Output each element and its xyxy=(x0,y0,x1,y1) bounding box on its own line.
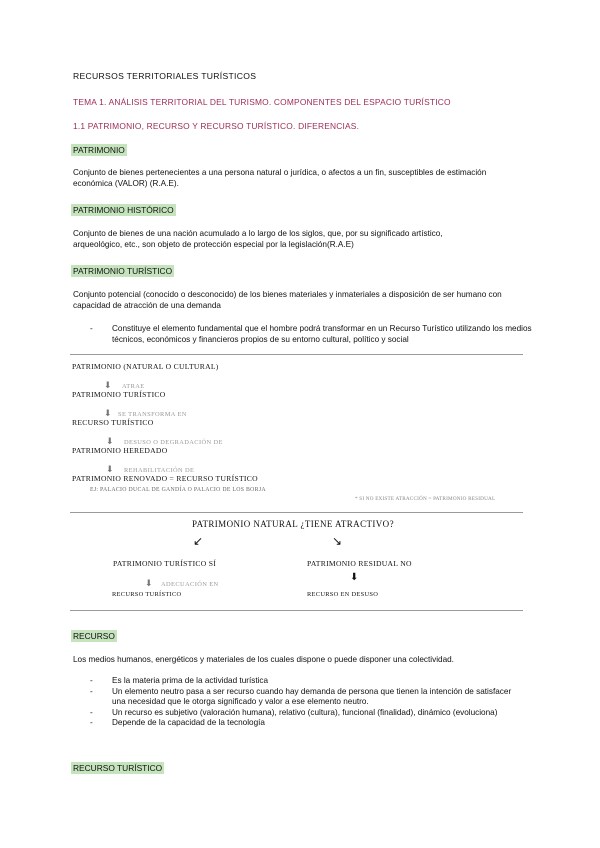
patrimonio-turistico-tag: PATRIMONIO TURÍSTICO xyxy=(73,266,173,276)
down-arrow-icon: ⬇ xyxy=(145,578,153,588)
divider xyxy=(70,354,523,355)
tema-title: TEMA 1. ANÁLISIS TERRITORIAL DEL TURISMO. COMPONENTES DEL ESPACIO TURÍSTICO xyxy=(73,97,451,107)
down-arrow-icon: ⬇ xyxy=(104,380,112,390)
flow-arrow-4: ⬇ REHABILITACIÓN DE xyxy=(106,464,195,474)
natural-right-result: RECURSO EN DESUSO xyxy=(307,591,379,598)
recurso-turistico-tag: RECURSO TURÍSTICO xyxy=(73,763,163,773)
natural-left-label: PATRIMONIO TURÍSTICO SÍ xyxy=(113,559,217,568)
flow-example: EJ: PALACIO DUCAL DE GANDÍA O PALACIO DE LOS BORJA xyxy=(90,487,266,493)
arrow-down-right-icon: ↘ xyxy=(332,534,343,548)
divider xyxy=(70,610,523,611)
flow-arrow-3: ⬇ DESUSO O DEGRADACIÓN DE xyxy=(106,436,223,446)
down-arrow-icon: ⬇ xyxy=(106,464,114,474)
patrimonio-definition: Conjunto de bienes pertenecientes a una persona natural o jurídica, o afectos a un fin, susceptibles de estimación económica (VALOR) (R.A.E). xyxy=(73,168,487,188)
patrimonio-tag: PATRIMONIO xyxy=(73,145,125,155)
natural-question: PATRIMONIO NATURAL ¿TIENE ATRACTIVO? xyxy=(192,519,394,529)
flow-step-patrimonio-turistico: PATRIMONIO TURÍSTICO xyxy=(72,390,166,399)
list-item: - Un elemento neutro pasa a ser recurso cuando hay demanda de persona que tienen la intención de satisfacer una necesidad que le otorga significado y valor a ese elemento neutro. xyxy=(90,687,520,708)
flow-step-patrimonio-heredado: PATRIMONIO HEREDADO xyxy=(72,446,168,455)
natural-left-result: RECURSO TURÍSTICO xyxy=(112,591,182,598)
down-arrow-icon: ⬇ xyxy=(106,436,114,446)
patrimonio-turistico-list xyxy=(90,324,535,345)
natural-left-arrow: ⬇ ADECUACIÓN EN xyxy=(145,578,219,588)
recurso-list xyxy=(90,676,520,729)
down-arrow-icon: ⬇ xyxy=(104,408,112,418)
natural-right-label: PATRIMONIO RESIDUAL NO xyxy=(307,559,412,568)
document-title: RECURSOS TERRITORIALES TURÍSTICOS xyxy=(73,71,257,81)
arrow-down-left-icon: ↙ xyxy=(193,534,204,548)
flow-arrow-2: ⬇ SE TRANSFORMA EN xyxy=(104,408,187,418)
section-title: 1.1 PATRIMONIO, RECURSO Y RECURSO TURÍSTICO. DIFERENCIAS. xyxy=(73,121,360,131)
list-item: - Un recurso es subjetivo (valoración humana), relativo (cultura), funcional (finalidad), dinámico (evoluciona) xyxy=(90,708,520,719)
list-item: - Es la materia prima de la actividad turística xyxy=(90,676,520,687)
flow-arrow-1: ⬇ ATRAE xyxy=(104,380,145,390)
flow-note: * SI NO EXISTE ATRACCIÓN = PATRIMONIO RESIDUAL xyxy=(355,496,496,502)
recurso-definition: Los medios humanos, energéticos y materiales de los cuales dispone o puede disponer una colectividad. xyxy=(73,655,454,664)
down-arrow-icon: ⬇ xyxy=(350,572,359,583)
list-item: - Constituye el elemento fundamental que el hombre podrá transformar en un Recurso Turístico utilizando los medios técnicos, económicos y financieros propios de su entorno cultural, político y social xyxy=(90,324,535,345)
patrimonio-historico-definition: Conjunto de bienes de una nación acumulado a lo largo de los siglos, que, por su significado artístico, arqueológico, etc., son objeto de protección especial por la legislación(R.A.E) xyxy=(73,229,443,249)
flow-step-patrimonio-renovado: PATRIMONIO RENOVADO = RECURSO TURÍSTICO xyxy=(72,474,258,483)
flow-step-patrimonio: PATRIMONIO (NATURAL O CULTURAL) xyxy=(72,362,219,371)
list-item: - Depende de la capacidad de la tecnología xyxy=(90,718,520,729)
recurso-tag: RECURSO xyxy=(73,631,115,641)
patrimonio-historico-tag: PATRIMONIO HISTÓRICO xyxy=(73,205,174,215)
patrimonio-turistico-definition: Conjunto potencial (conocido o desconocido) de los bienes materiales y inmateriales a disposición de ser humano con capacidad de atracción de una demanda xyxy=(73,290,502,310)
divider xyxy=(70,512,523,513)
flow-step-recurso-turistico: RECURSO TURÍSTICO xyxy=(72,418,154,427)
